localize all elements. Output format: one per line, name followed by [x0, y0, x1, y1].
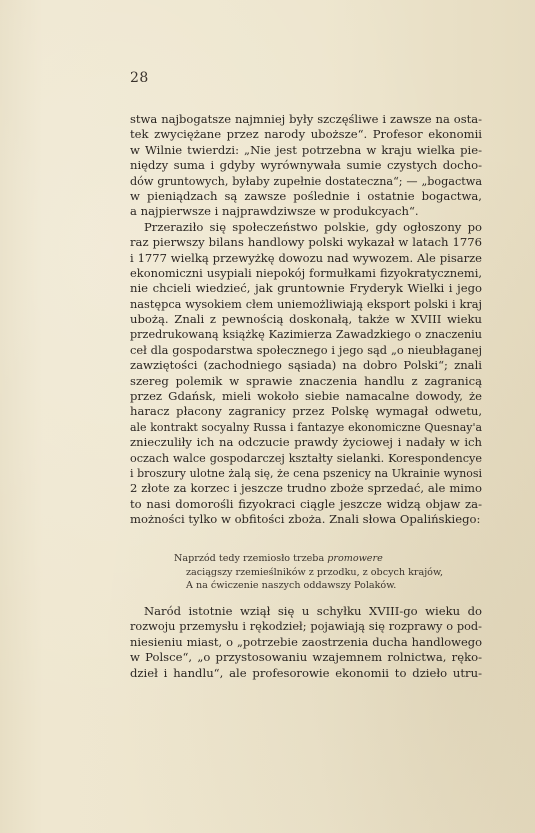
text-line: Naród istotnie wziął się u schyłku XVIII-go wieku do [144, 604, 482, 618]
text-line: ekonomiczni usypiali niepokój formułkami fizyokratycznemi, [130, 265, 482, 280]
text-line: raz pierwszy bilans handlowy polski wykazał w latach 1776 [130, 235, 482, 250]
text-line: i broszury ulotne żalą się, że cena pszenicy na Ukrainie wynosi [130, 466, 482, 480]
text-line: tek zwyciężane przez narody uboższe“. Profesor ekonomii [130, 127, 482, 142]
text-line: w Wilnie twierdzi: „Nie jest potrzebna w kraju wielka pie- [130, 142, 482, 157]
text-line: szereg polemik w sprawie znaczenia handlu z zagranicą [130, 373, 482, 388]
text-line: w pieniądzach są zawsze poślednie i ostatnie bogactwa, [130, 188, 482, 203]
paragraph-2 [130, 220, 482, 528]
paragraph-3 [130, 604, 482, 681]
quote-emphasis: promowere [327, 553, 383, 564]
text-line: rozwoju przemysłu i rękodzieł; pojawiają się rozprawy o pod- [130, 619, 482, 634]
quote-line: zaciągszy rzemieślników z przodku, z obcych krajów, [186, 566, 444, 578]
text-line: a najpierwsze i najprawdziwsze w produkcyach“. [130, 204, 419, 219]
quote-line [174, 552, 474, 566]
text-line: dów gruntowych, byłaby zupełnie dostateczna“; — „bogactwa [130, 174, 482, 188]
main-text [130, 112, 482, 528]
text-line: ubożą. Znali z pewnością doskonałą, także w XVIII wieku [130, 312, 482, 327]
text-line: oczach walce gospodarczej kształty sielanki. Korespondencye [130, 451, 482, 465]
quote-line: A na ćwiczenie naszych oddawszy Polaków. [186, 580, 397, 592]
text-line: dzieł i handlu“, ale profesorowie ekonomii to dzieło utru- [130, 665, 482, 680]
text-line: przedrukowaną książkę Kazimierza Zawadzkiego o znaczeniu [130, 328, 482, 342]
text-line: stwa najbogatsze najmniej były szczęśliwe i zawsze na osta- [130, 112, 482, 126]
text-line: nie chcieli wiedzieć, jak gruntownie Fryderyk Wielki i jego [130, 281, 482, 296]
text-line: zawziętości (zachodniego sąsiada) na dobro Polski“; znali [130, 358, 482, 373]
text-line: i 1777 wielką przewyżkę dowozu nad wywozem. Ale pisarze [130, 250, 482, 265]
text-line: w Polsce“, „o przystosowaniu wzajemnem rolnictwa, ręko- [130, 650, 482, 665]
text-line: haracz płacony zagranicy przez Polskę wymagał odwetu, [130, 404, 482, 419]
text-line: możności tylko w obfitości zboża. Znali słowa Opalińskiego: [130, 512, 481, 527]
text-line: znieczuliły ich na odczucie prawdy życiowej i nadały w ich [130, 435, 482, 450]
text-line: ceł dla gospodarstwa społecznego i jego sąd „o nieubłaganej [130, 342, 482, 357]
text-line: ale kontrakt socyalny Russa i fantazye ekonomiczne Quesnay'a [130, 420, 482, 434]
verse-quote [174, 552, 474, 593]
text-line: Przeraziło się społeczeństwo polskie, gdy ogłoszony po [144, 219, 482, 234]
paragraph-1 [130, 112, 482, 220]
text-line: to nasi domorośli fizyokraci ciągle jeszcze widzą objaw za- [130, 496, 482, 511]
text-line: niędzy suma i gdyby wyrównywała sumie czystych docho- [130, 158, 482, 173]
text-line: 2 złote za korzec i jeszcze trudno zboże sprzedać, ale mimo [130, 481, 482, 496]
quote-line-text: Naprzód tedy rzemiosło trzeba [174, 553, 328, 564]
text-line: niesieniu miast, o „potrzebie zaostrzenia ducha handlowego [130, 634, 482, 649]
text-line: następca wysokiem cłem uniemożliwiają eksport polski i kraj [130, 296, 482, 311]
page-number: 28 [130, 70, 149, 86]
text-line: przez Gdańsk, mieli wokoło siebie namacalne dowody, że [130, 389, 482, 404]
